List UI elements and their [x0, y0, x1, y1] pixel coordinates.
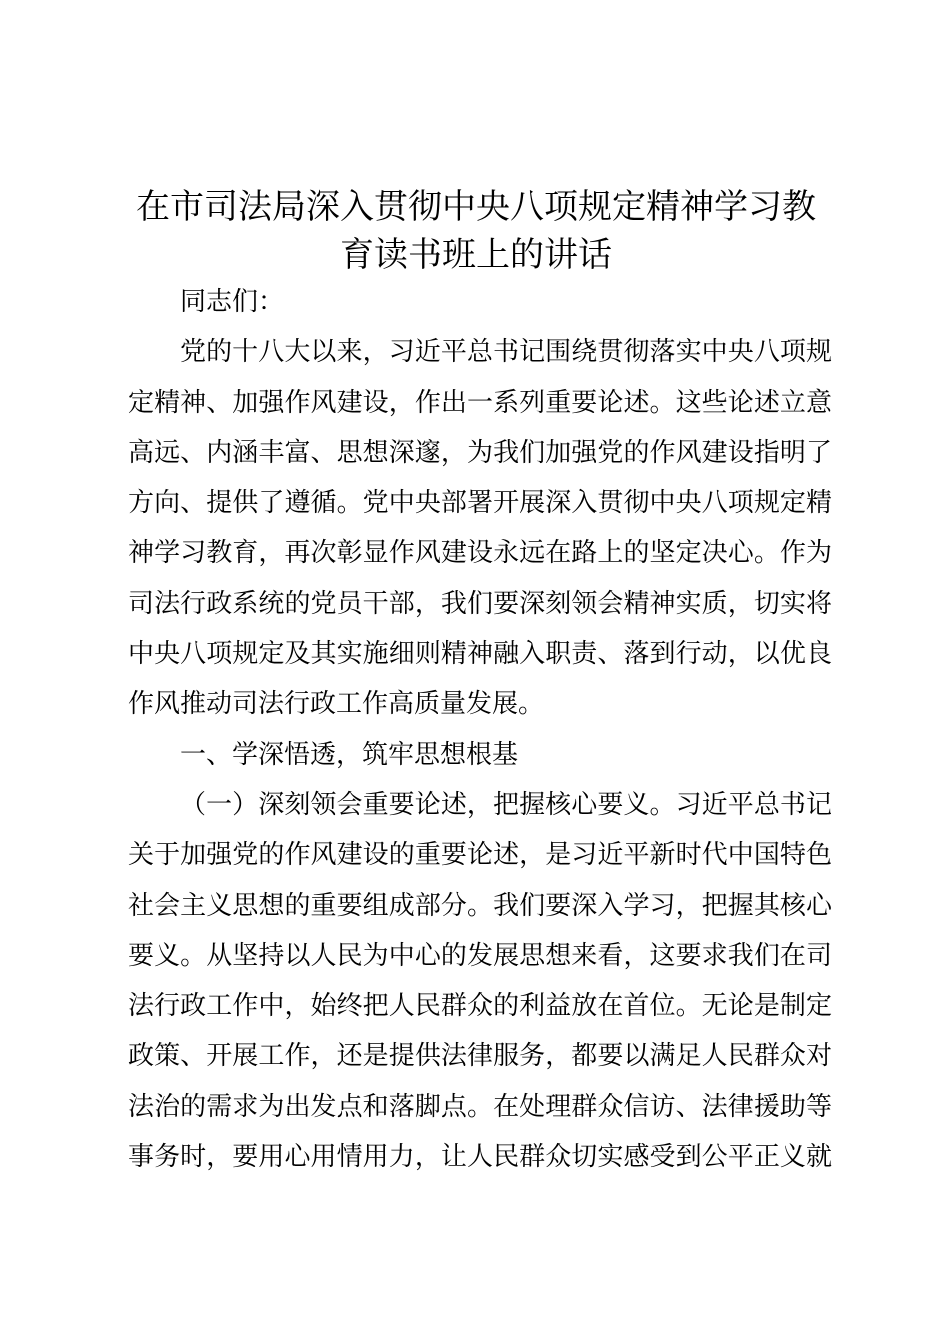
paragraph [128, 327, 832, 729]
text-line: （一）深刻领会重要论述，把握核心要义。习近平总书记 [180, 789, 832, 820]
text-line: 方向、提供了遵循。党中央部署开展深入贯彻中央八项规定精 [128, 488, 832, 519]
text-line: 定精神、加强作风建设，作出一系列重要论述。这些论述立意 [128, 387, 832, 418]
text-line: 关于加强党的作风建设的重要论述，是习近平新时代中国特色 [128, 840, 832, 871]
text-line: 政策、开展工作，还是提供法律服务，都要以满足人民群众对 [128, 1041, 832, 1072]
text-line: 司法行政系统的党员干部，我们要深刻领会精神实质，切实将 [128, 588, 832, 619]
salutation: 同志们： [180, 287, 285, 317]
text-line: 党的十八大以来，习近平总书记围绕贯彻落实中央八项规 [180, 337, 832, 368]
paragraphs [128, 327, 832, 1182]
paragraph [128, 780, 832, 1182]
text-line: 作风推动司法行政工作高质量发展。 [128, 689, 545, 720]
text-line: 事务时，要用心用情用力，让人民群众切实感受到公平正义就 [128, 1142, 832, 1173]
text-line: 中央八项规定及其实施细则精神融入职责、落到行动，以优良 [128, 639, 832, 670]
document-body [128, 277, 832, 1182]
section-heading [128, 730, 832, 780]
text-line: 一、学深悟透，筑牢思想根基 [180, 739, 519, 770]
document-title [120, 183, 832, 279]
text-line: 神学习教育，再次彰显作风建设永远在路上的坚定决心。作为 [128, 538, 832, 569]
text-line: 高远、内涵丰富、思想深邃，为我们加强党的作风建设指明了 [128, 437, 832, 468]
text-line: 社会主义思想的重要组成部分。我们要深入学习，把握其核心 [128, 890, 832, 921]
text-line: 要义。从坚持以人民为中心的发展思想来看，这要求我们在司 [128, 940, 832, 971]
text-line: 法治的需求为出发点和落脚点。在处理群众信访、法律援助等 [128, 1091, 832, 1122]
text-line: 法行政工作中，始终把人民群众的利益放在首位。无论是制定 [128, 991, 832, 1022]
title-line-1: 在市司法局深入贯彻中央八项规定精神学习教 [136, 187, 816, 227]
title-line-2: 育读书班上的讲话 [340, 235, 612, 275]
